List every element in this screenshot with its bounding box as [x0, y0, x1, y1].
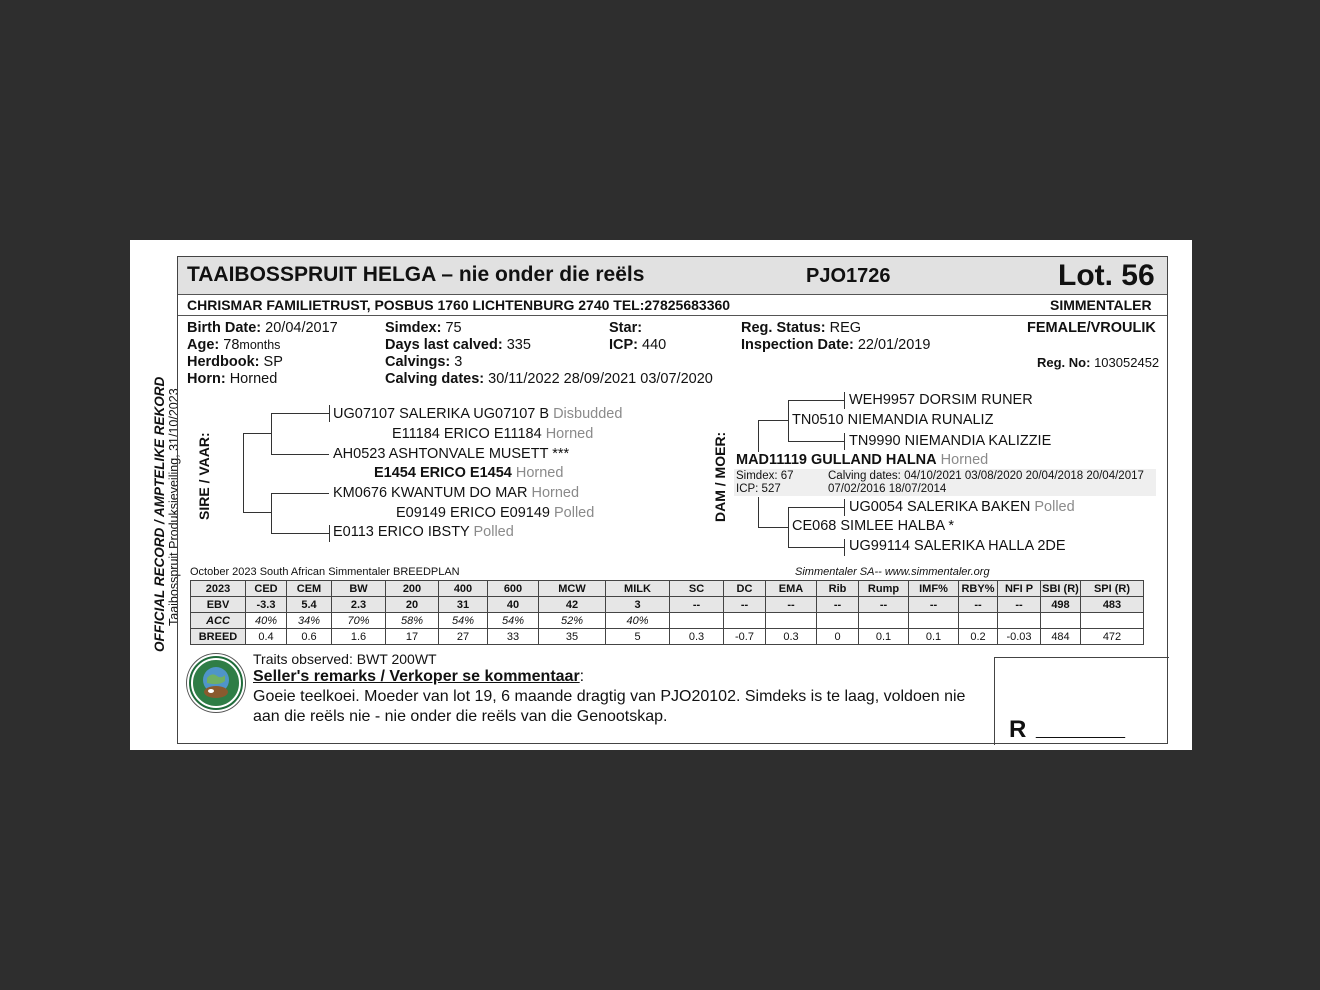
reg-status: Reg. Status: REG [741, 320, 862, 336]
dam-calving-dates: Calving dates: 04/10/2021 03/08/2020 20/04/2018 20/04/2017 [828, 470, 1144, 482]
header-cell: DC [724, 581, 766, 597]
table-cell: 2.3 [332, 597, 386, 613]
table-cell: 58% [386, 613, 439, 629]
traits-observed: Traits observed: BWT 200WT [253, 651, 437, 667]
breedplan-source: Simmentaler SA-- www.simmentaler.org [795, 566, 990, 578]
table-cell: -- [859, 597, 909, 613]
sire-sire: E11184 ERICO E11184 Horned [392, 426, 594, 442]
inspection-date: Inspection Date: 22/01/2019 [741, 337, 931, 353]
breedplan-table [190, 580, 1144, 645]
table-cell: 0.1 [859, 629, 909, 645]
age: Age: 78months [187, 337, 281, 353]
table-cell: EBV [191, 597, 246, 613]
reg-number: Reg. No: 103052452 [1037, 355, 1160, 370]
table-cell: 52% [539, 613, 606, 629]
header-cell: IMF% [909, 581, 959, 597]
header-cell: MCW [539, 581, 606, 597]
header-cell: SPI (R) [1081, 581, 1144, 597]
dam-sire-sire: WEH9957 DORSIM RUNER [849, 392, 1033, 408]
table-cell: 20 [386, 597, 439, 613]
table-cell: 5.4 [287, 597, 332, 613]
table-cell: 0.4 [246, 629, 287, 645]
horn-status: Horn: Horned [187, 371, 278, 387]
table-cell: 484 [1041, 629, 1081, 645]
table-cell: -- [959, 597, 998, 613]
header-cell: 200 [386, 581, 439, 597]
table-cell [670, 613, 724, 629]
table-cell [998, 613, 1041, 629]
dam-dam: CE068 SIMLEE HALBA * [792, 518, 954, 534]
price-prefix: R [1009, 716, 1027, 743]
breedplan-row [191, 613, 1144, 629]
dam-dam-sire: UG0054 SALERIKA BAKEN Polled [849, 499, 1075, 515]
table-cell: 40 [488, 597, 539, 613]
header-cell: Rump [859, 581, 909, 597]
header-cell: SBI (R) [1042, 582, 1079, 595]
table-cell: 0.1 [909, 629, 959, 645]
price-line: __________ [1036, 722, 1125, 739]
table-cell: -0.7 [724, 629, 766, 645]
table-cell [1041, 613, 1081, 629]
sire-sire-sire: UG07107 SALERIKA UG07107 B Disbudded [333, 406, 623, 422]
table-cell: -- [998, 597, 1041, 613]
table-cell [766, 613, 817, 629]
dam-sire-dam: TN9990 NIEMANDIA KALIZZIE [849, 433, 1052, 449]
table-cell: -- [766, 597, 817, 613]
breedplan-header-row [191, 581, 1144, 597]
table-cell [817, 613, 859, 629]
dam-label: DAM / MOER: [712, 431, 728, 522]
table-cell: 0.6 [287, 629, 332, 645]
star: Star: [609, 320, 643, 336]
table-cell: 35 [539, 629, 606, 645]
table-cell: 54% [439, 613, 488, 629]
header-cell: NFI P [998, 581, 1041, 597]
remarks-heading: Seller's remarks / Verkoper se kommentaar: [253, 668, 585, 685]
dam-calving-dates-2: 07/02/2016 18/07/2014 [828, 483, 947, 495]
dam-dam-dam: UG99114 SALERIKA HALLA 2DE [849, 538, 1066, 554]
table-cell: -- [670, 597, 724, 613]
sire-dam: E09149 ERICO E09149 Polled [396, 505, 595, 521]
breedplan-caption: October 2023 South African Simmentaler BREEDPLAN [190, 566, 460, 578]
animal-name: TAAIBOSSPRUIT HELGA – nie onder die reëls [187, 263, 645, 286]
table-cell: -- [817, 597, 859, 613]
remarks-text: Goeie teelkoei. Moeder van lot 19, 6 maande dragtig van PJO20102. Simdeks is te laag, voldoen nie aan die reëls nie - nie onder die reëls van die Genootskap. [253, 688, 966, 725]
header-cell: Rib [817, 581, 859, 597]
calvings: Calvings: 3 [385, 354, 463, 370]
sex: FEMALE/VROULIK [1027, 320, 1156, 336]
society-logo-icon [187, 654, 245, 712]
table-cell: 0 [817, 629, 859, 645]
table-cell: 17 [386, 629, 439, 645]
birth-date: Birth Date: 20/04/2017 [187, 320, 338, 336]
table-cell: 0.3 [766, 629, 817, 645]
calving-dates: Calving dates: 30/11/2022 28/09/2021 03/07/2020 [385, 371, 713, 387]
animal-id: PJO1726 [806, 265, 891, 287]
header-cell: SC [670, 581, 724, 597]
lot-number: Lot. 56 [1058, 259, 1155, 292]
header-cell: 600 [488, 581, 539, 597]
table-cell: -- [724, 597, 766, 613]
table-cell: 42 [539, 597, 606, 613]
icp: ICP: 440 [609, 337, 667, 353]
breed-name: SIMMENTALER [1050, 297, 1152, 313]
table-cell: 1.6 [332, 629, 386, 645]
table-cell: 0.2 [959, 629, 998, 645]
table-cell: 34% [287, 613, 332, 629]
header-cell: 400 [439, 581, 488, 597]
dam-simdex: Simdex: 67 [736, 470, 794, 482]
table-cell [909, 613, 959, 629]
table-cell: -0.03 [998, 629, 1041, 645]
table-cell: 40% [246, 613, 287, 629]
dam-icp: ICP: 527 [736, 483, 781, 495]
table-cell: 3 [606, 597, 670, 613]
dam: MAD11119 GULLAND HALNA Horned [736, 452, 989, 468]
table-cell [959, 613, 998, 629]
breedplan-row [191, 629, 1144, 645]
simdex: Simdex: 75 [385, 320, 462, 336]
table-cell: 33 [488, 629, 539, 645]
official-record-label: OFFICIAL RECORD / AMPTELIKE REKORD [152, 376, 167, 652]
header-cell: CED [246, 581, 287, 597]
table-cell: 483 [1081, 597, 1144, 613]
table-cell [724, 613, 766, 629]
sire-sire-dam: AH0523 ASHTONVALE MUSETT *** [333, 446, 570, 462]
table-cell: -- [909, 597, 959, 613]
table-cell: -3.3 [246, 597, 287, 613]
herdbook: Herdbook: SP [187, 354, 283, 370]
header-cell: MILK [606, 581, 670, 597]
table-cell: 70% [332, 613, 386, 629]
table-cell: 40% [606, 613, 670, 629]
owner-details: CHRISMAR FAMILIETRUST, POSBUS 1760 LICHTENBURG 2740 TEL:27825683360 [187, 297, 731, 313]
table-cell: 31 [439, 597, 488, 613]
sire: E1454 ERICO E1454 Horned [374, 465, 564, 481]
sire-label: SIRE / VAAR: [196, 432, 212, 520]
table-cell: 27 [439, 629, 488, 645]
table-cell: 498 [1041, 597, 1081, 613]
table-cell: 0.3 [670, 629, 724, 645]
sire-dam-dam: E0113 ERICO IBSTY Polled [333, 524, 514, 540]
header-cell: EMA [766, 581, 817, 597]
table-cell [1081, 613, 1144, 629]
header-cell: RBY% [959, 581, 998, 597]
table-cell: 5 [606, 629, 670, 645]
table-cell: BREED [191, 629, 246, 645]
breedplan-row [191, 597, 1144, 613]
sire-dam-sire: KM0676 KWANTUM DO MAR Horned [333, 485, 580, 501]
dam-sire: TN0510 NIEMANDIA RUNALIZ [792, 412, 994, 428]
table-cell: ACC [191, 613, 246, 629]
table-cell [859, 613, 909, 629]
sale-label: Taaibosspruit Produksieveiling, 31/10/2023 [167, 388, 181, 626]
header-cell: CEM [287, 581, 332, 597]
table-cell: 54% [488, 613, 539, 629]
header-cell: BW [332, 581, 386, 597]
table-cell: 472 [1081, 629, 1144, 645]
days-last-calved: Days last calved: 335 [385, 337, 531, 353]
header-cell: 2023 [191, 581, 246, 597]
